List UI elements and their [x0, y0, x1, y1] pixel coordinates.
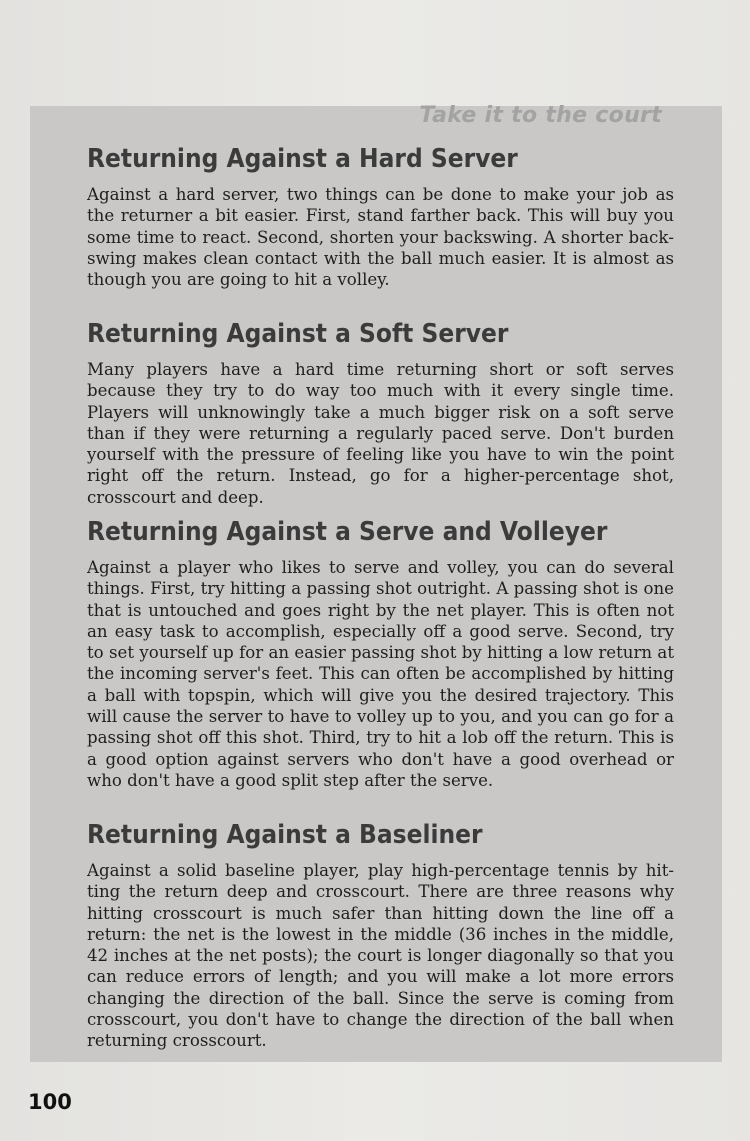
section-body: Many players have a hard time returning short or soft serves because they try to do way too much with it every single time. Players will unknowingly take a much bigger risk on a soft serve than if they were returning a regularly paced serve. Don't burden yourself with the pressure of feeling like you have to win the point right off the return. Instead, go for a higher-percentage shot, crosscourt and deep. [87, 360, 674, 507]
section-heading: Returning Against a Soft Server [87, 319, 509, 349]
section-heading: Returning Against a Baseliner [87, 820, 483, 850]
running-head: Take it to the court [419, 103, 662, 128]
section-hard-server [87, 143, 674, 290]
section-body: Against a player who likes to serve and volley, you can do several things. First, try hitting a passing shot outright. A passing shot is one that is untouched and goes right by the net player. This is often not an easy task to accomplish, especially off a good serve. Second, try to set yourself up for an easier passing shot by hitting a low return at the incoming server's feet. This can often be accomplished by hitting a ball with topspin, which will give you the desired trajectory. This will cause the server to have to volley up to you, and you can go for a passing shot off this shot. Third, try to hit a lob off the return. This is a good option against servers who don't have a good overhead or who don't have a good split step after the serve. [87, 558, 674, 790]
section-soft-server [87, 318, 674, 508]
page-number: 100 [28, 1090, 72, 1114]
section-body: Against a solid baseline player, play high-percentage tennis by hitting the return deep and crosscourt. There are three reasons why hitting crosscourt is much safer than hitting down the line off a return: the net is the lowest in the middle (36 inches in the middle, 42 inches at the net posts); the court is longer diagonally so that you can reduce errors of length; and you will make a lot more errors changing the direction of the ball. Since the serve is coming from crosscourt, you don't have to change the direction of the ball when returning crosscourt. [87, 861, 674, 1051]
section-heading: Returning Against a Hard Server [87, 144, 518, 174]
section-serve-and-volleyer [87, 516, 674, 791]
section-baseliner [87, 819, 674, 1052]
section-body: Against a hard server, two things can be done to make your job as the returner a bit easier. First, stand farther back. This will buy you some time to react. Second, shorten your backswing. A shorter backswing makes clean contact with the ball much easier. It is almost as though you are going to hit a volley. [87, 185, 674, 290]
section-heading: Returning Against a Serve and Volleyer [87, 517, 608, 547]
